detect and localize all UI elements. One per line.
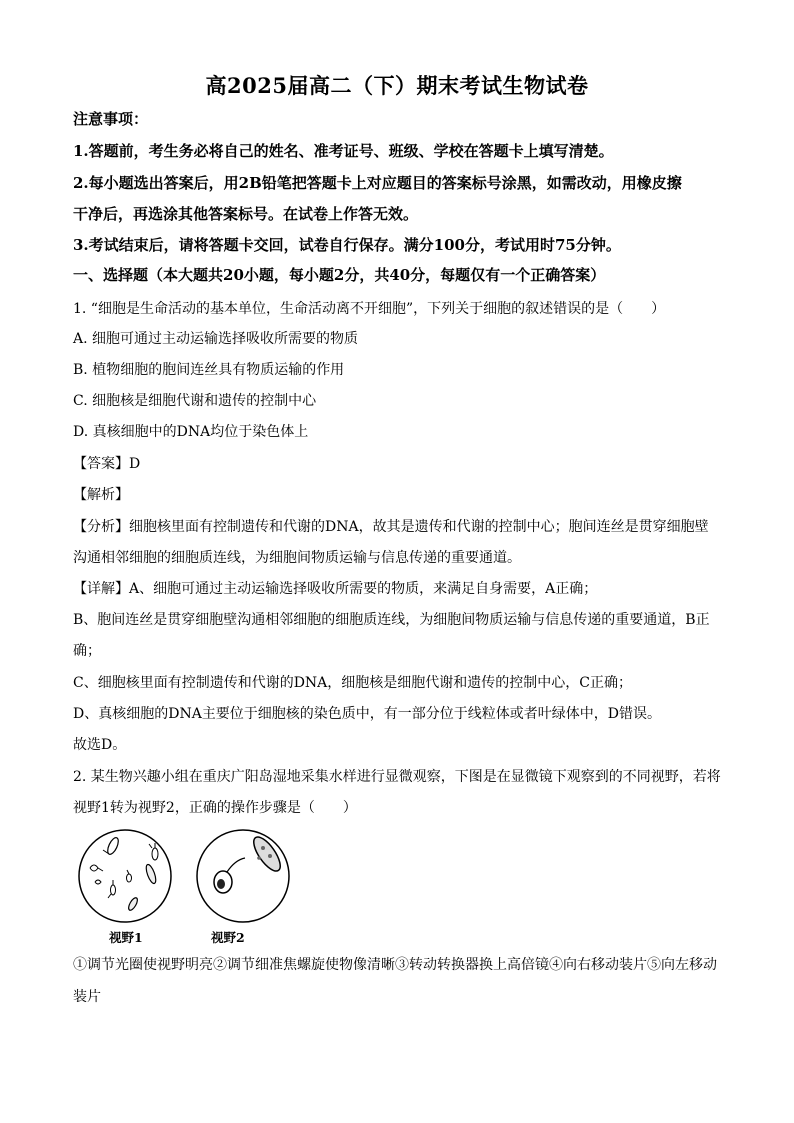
q1-analysis-line-7: D、真核细胞的DNA主要位于细胞核的染色质中，有一部分位于线粒体或者叶绿体中，D错误。 <box>73 706 662 722</box>
q2-steps-line-1: ①调节光圈使视野明亮②调节细准焦螺旋使物像清晰③转动转换器换上高倍镜④向右移动装片⑤向左移动 <box>73 957 717 973</box>
notice-heading: 注意事项： <box>73 110 149 128</box>
microscope-figure <box>75 828 295 946</box>
view-1-label: 视野1 <box>109 930 143 945</box>
q1-answer: 【答案】D <box>73 456 141 472</box>
q1-analysis-line-8: 故选D。 <box>73 737 127 753</box>
notice-item-2-cont: 干净后，再选涂其他答案标号。在试卷上作答无效。 <box>73 205 419 223</box>
q2-steps-line-2: 装片 <box>73 989 101 1005</box>
q1-option-c: C. 细胞核是细胞代谢和遗传的控制中心 <box>73 393 317 409</box>
page-title: 高2025届高二（下）期末考试生物试卷 <box>205 73 589 98</box>
microscope-views-svg <box>75 828 295 928</box>
notice-item-1: 1.答题前，考生务必将自己的姓名、准考证号、班级、学校在答题卡上填写清楚。 <box>73 142 614 160</box>
q1-option-d: D. 真核细胞中的DNA均位于染色体上 <box>73 424 309 440</box>
section-heading: 一、选择题（本大题共20小题，每小题2分，共40分，每题仅有一个正确答案） <box>73 266 606 284</box>
q1-analysis-line-2: 沟通相邻细胞的细胞质连线，为细胞间物质运输与信息传递的重要通道。 <box>73 550 521 566</box>
view-2-label: 视野2 <box>211 930 245 945</box>
notice-item-2: 2.每小题选出答案后，用2B铅笔把答题卡上对应题目的答案标号涂黑，如需改动，用橡皮擦 <box>73 174 682 192</box>
q2-stem-line-2: 视野1转为视野2，正确的操作步骤是（ ） <box>73 800 357 816</box>
q1-stem: 1. “细胞是生命活动的基本单位，生命活动离不开细胞”，下列关于细胞的叙述错误的是（ ） <box>73 301 666 317</box>
q1-analysis-line-1: 【分析】细胞核里面有控制遗传和代谢的DNA，故其是遗传和代谢的控制中心；胞间连丝是贯穿细胞壁 <box>73 519 709 535</box>
view-2-field <box>197 830 289 922</box>
q1-analysis-line-3: 【详解】A、细胞可通过主动运输选择吸收所需要的物质，来满足自身需要，A正确； <box>73 581 598 597</box>
q1-option-a: A. 细胞可通过主动运输选择吸收所需要的物质 <box>73 331 359 347</box>
q2-stem-line-1: 2. 某生物兴趣小组在重庆广阳岛湿地采集水样进行显微观察，下图是在显微镜下观察到的不同视野，若将 <box>73 769 721 785</box>
q1-option-b: B. 植物细胞的胞间连丝具有物质运输的作用 <box>73 362 345 378</box>
q1-analysis-line-6: C、细胞核里面有控制遗传和代谢的DNA，细胞核是细胞代谢和遗传的控制中心，C正确； <box>73 675 633 691</box>
q1-analysis-line-4: B、胞间连丝是贯穿细胞壁沟通相邻细胞的细胞质连线，为细胞间物质运输与信息传递的重要通道，B正 <box>73 612 710 628</box>
view-1-field <box>79 830 171 922</box>
notice-item-3: 3.考试结束后，请将答题卡交回，试卷自行保存。满分100分，考试用时75分钟。 <box>73 236 621 254</box>
q1-analysis-tag: 【解析】 <box>73 487 129 503</box>
q1-analysis-line-5: 确； <box>73 643 101 659</box>
